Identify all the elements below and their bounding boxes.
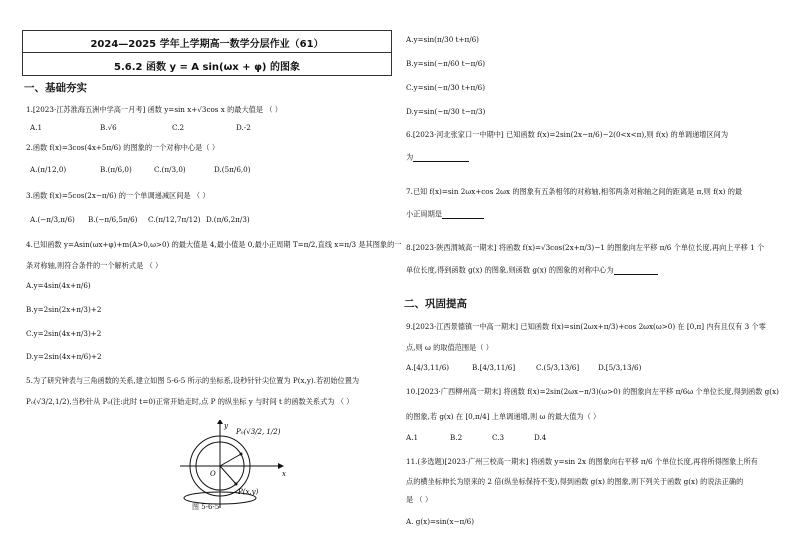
q3-option-a: A.(−π/3,π/6) bbox=[30, 215, 75, 224]
q2-option-b: B.(π/6,0) bbox=[100, 165, 132, 174]
question-7-line1: 7.已知 f(x)=sin 2ωx+cos 2ωx 的图象有五条相邻的对称轴,相邻两条对称轴之间的距离是 π,则 f(x) 的最 bbox=[406, 187, 743, 196]
title-divider bbox=[23, 52, 391, 53]
question-10-line1: 10.[2023·广西柳州高一期末] 将函数 f(x)=2sin(2ωx−π/3)(ω>0) 的图象向左平移 π/6ω 个单位长度,得到函数 g(x) bbox=[406, 387, 779, 396]
x-axis-arrow bbox=[278, 463, 284, 469]
q6-trailing-text: 为 bbox=[406, 152, 414, 162]
q3-option-c: C.(π/12,7π/12) bbox=[148, 215, 201, 224]
q4-option-b: B.y=2sin(2x+π/3)+2 bbox=[26, 305, 102, 314]
q7-answer-blank[interactable] bbox=[442, 210, 484, 219]
q7-trailing-text: 小正周期是 bbox=[406, 209, 442, 219]
q9-option-d: D.[5/3,13/6) bbox=[598, 363, 642, 372]
q2-option-d: D.(5π/6,0) bbox=[214, 165, 251, 174]
question-4-line2: 条对称轴,则符合条件的一个解析式是 （ ） bbox=[26, 261, 163, 270]
q1-option-a: A.1 bbox=[30, 123, 43, 132]
question-9-line1: 9.[2023·江西景德镇一中高一期末] 已知函数 f(x)=sin(2ωx+π/3)+cos 2ωx(ω>0) 在 [0,π] 内有且仅有 3 个零 bbox=[406, 322, 766, 331]
q9-option-c: C.(5/3,13/6] bbox=[536, 363, 580, 372]
point-p bbox=[235, 483, 238, 486]
section-advanced: 二、巩固提高 bbox=[404, 298, 467, 310]
page-subtitle: 5.6.2 函数 y = A sin(ωx + φ) 的图象 bbox=[114, 62, 300, 73]
q5-option-c: C.y=sin(−π/30 t+π/6) bbox=[406, 83, 486, 92]
q8-trailing-text: 单位长度,得到函数 g(x) 的图象,则函数 g(x) 的图象的对称中心为 bbox=[406, 265, 614, 275]
label-origin: O bbox=[210, 470, 216, 478]
question-5-line2: P₀(√3/2,1/2),当秒针从 P₀(注:此时 t=0)正常开始走时,点 P 的纵坐标 y 与时间 t 的函数关系式为 （ ） bbox=[26, 397, 354, 406]
q2-option-c: C.(π/3,0) bbox=[154, 165, 186, 174]
q4-option-d: D.y=2sin(4x+π/6)+2 bbox=[26, 352, 102, 361]
q10-option-b: B.2 bbox=[450, 433, 463, 442]
question-11-line2: 点的横坐标伸长为原来的 2 倍(纵坐标保持不变),得到函数 g(x) 的图象,则下列关于函数 g(x) 的说法正确的 bbox=[406, 477, 744, 486]
question-6-line2 bbox=[406, 153, 469, 162]
q5-option-b: B.y=sin(−π/60 t−π/6) bbox=[406, 59, 486, 68]
title-box bbox=[22, 30, 392, 76]
q11-option-a: A. g(x)=sin(x−π/6) bbox=[406, 517, 475, 526]
question-8-line1: 8.[2023·陕西渭城高一期末] 将函数 f(x)=√3cos(2x+π/3)−1 的图象向左平移 π/6 个单位长度,再向上平移 1 个 bbox=[406, 243, 765, 252]
clock-figure bbox=[178, 420, 298, 512]
question-1: 1.[2023·江苏淮海五洲中学高一月考] 函数 y=sin x+√3cos x 的最大值是 （ ） bbox=[26, 105, 282, 114]
q1-option-d: D.-2 bbox=[236, 123, 251, 132]
question-7-line2 bbox=[406, 210, 484, 219]
label-p: P(x,y) bbox=[238, 488, 259, 496]
question-6-line1: 6.[2023·河北张家口一中期中] 已知函数 f(x)=2sin(2x−π/6)−2(0<x<π),则 f(x) 的单调递增区间为 bbox=[406, 130, 729, 139]
question-4-line1: 4.已知函数 y=Asin(ωx+φ)+m(A>0,ω>0) 的最大值是 4,最小值是 0,最小正周期 T=π/2,直线 x=π/3 是其图象的一 bbox=[26, 240, 402, 249]
q6-answer-blank[interactable] bbox=[413, 153, 469, 162]
question-9-line2: 点,则 ω 的取值范围是（ ） bbox=[406, 343, 493, 352]
question-2: 2.函数 f(x)=3cos(4x+5π/6) 的图象的一个对称中心是（ ） bbox=[26, 143, 220, 152]
figure-caption: 图 5-6-5 bbox=[192, 503, 220, 511]
second-hand-initial bbox=[220, 454, 241, 466]
q2-option-a: A.(π/12,0) bbox=[30, 165, 67, 174]
section-basic: 一、基础夯实 bbox=[24, 82, 87, 94]
second-hand-current bbox=[220, 466, 236, 484]
question-8-line2 bbox=[406, 266, 658, 275]
q10-option-c: C.3 bbox=[492, 433, 505, 442]
q1-option-c: C.2 bbox=[172, 123, 185, 132]
q4-option-a: A.y=4sin(4x+π/6) bbox=[26, 281, 91, 290]
q5-option-a: A.y=sin(π/30 t+π/6) bbox=[406, 35, 479, 44]
question-3: 3.函数 f(x)=5cos(2x−π/6) 的一个单调递减区间是 （ ） bbox=[26, 191, 210, 200]
question-10-line2: 的图象,若 g(x) 在 [0,π/4] 上单调递增,则 ω 的最大值为（ ） bbox=[406, 412, 601, 421]
question-5-line1: 5.为了研究钟表与三角函数的关系,建立如图 5-6-5 所示的坐标系,设秒针针尖位置为 P(x,y).若初始位置为 bbox=[26, 376, 360, 385]
page-title: 2024—2025 学年上学期高一数学分层作业（61） bbox=[90, 39, 324, 50]
q3-option-b: B.(−π/6,5π/6) bbox=[88, 215, 138, 224]
q9-option-b: B.[4/3,11/6] bbox=[472, 363, 516, 372]
point-p0 bbox=[240, 453, 243, 456]
q5-option-d: D.y=sin(−π/30 t−π/3) bbox=[406, 107, 486, 116]
q1-option-b: B.√6 bbox=[100, 123, 117, 132]
label-x: x bbox=[282, 470, 286, 478]
question-11-line1: 11.(多选题)[2023·广州三校高一期末] 将函数 y=sin 2x 的图象向右平移 π/6 个单位长度,再将所得图象上所有 bbox=[406, 457, 758, 466]
label-p0: P₀(√3/2, 1/2) bbox=[236, 428, 281, 436]
question-11-line3: 是 （ ） bbox=[406, 495, 433, 504]
y-axis-arrow bbox=[217, 420, 223, 424]
q10-option-d: D.4 bbox=[534, 433, 547, 442]
label-y: y bbox=[224, 422, 228, 430]
q8-answer-blank[interactable] bbox=[614, 266, 658, 275]
q9-option-a: A.[4/3,11/6) bbox=[406, 363, 450, 372]
q3-option-d: D.(π/6,2π/3) bbox=[206, 215, 250, 224]
q10-option-a: A.1 bbox=[406, 433, 419, 442]
q4-option-c: C.y=2sin(4x+π/3)+2 bbox=[26, 329, 102, 338]
